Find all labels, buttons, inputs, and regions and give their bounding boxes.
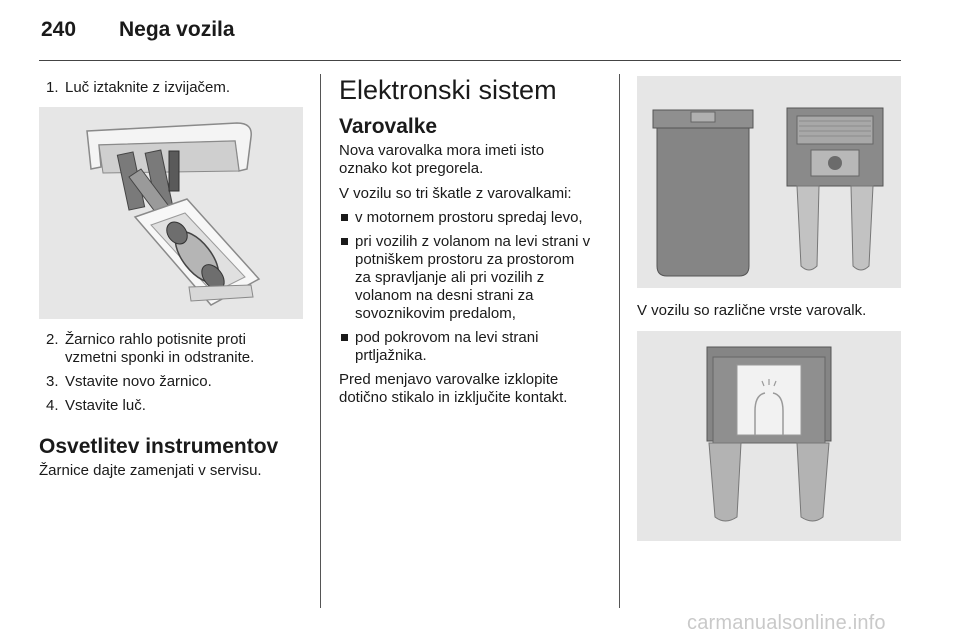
- fuse-paragraph-2: V vozilu so tri škatle z varovalkami:: [339, 185, 572, 202]
- step-4: 4. Vstavite luč.: [46, 397, 146, 414]
- fuse-paragraph-3: Pred menjavo varovalke izklopite dotično stikalo in izključite kontakt.: [339, 371, 568, 406]
- middle-column: [339, 74, 605, 407]
- fuse-paragraph-1: Nova varovalka mora imeti isto oznako kot pregorela.: [339, 142, 545, 177]
- watermark: carmanualsonline.info: [687, 612, 886, 634]
- bullet-icon: [341, 238, 348, 245]
- header-rule: [39, 60, 901, 61]
- page-number: 240: [41, 18, 77, 41]
- right-column: [637, 74, 901, 541]
- step-3-text: Vstavite novo žarnico.: [65, 373, 212, 390]
- instrument-lighting-text: Žarnice dajte zamenjati v servisu.: [39, 462, 262, 479]
- section-heading-electrical: Elektronski sistem: [339, 75, 557, 105]
- bullet-load-compartment: pod pokrovom na levi strani prtljažnika.: [339, 329, 605, 365]
- bullet-icon: [341, 334, 348, 341]
- section-heading-instrument-lighting: Osvetlitev instrumentov: [39, 435, 279, 458]
- step-2-line-1: Žarnico rahlo potisnite proti: [65, 331, 246, 348]
- bullet-icon: [341, 214, 348, 221]
- column-divider: [320, 74, 321, 608]
- step-2-line-2: vzmetni sponki in odstranite.: [65, 349, 255, 366]
- step-1-text: Luč iztaknite z izvijačem.: [65, 79, 231, 96]
- fuse-types-caption: V vozilu so različne vrste varovalk.: [637, 302, 867, 319]
- step-2: 2. Žarnico rahlo potisnite proti vzmetni sponki in odstranite.: [39, 331, 305, 367]
- step-1: 1. Luč iztaknite z izvijačem.: [46, 79, 231, 96]
- step-3: 3. Vstavite novo žarnico.: [46, 373, 212, 390]
- step-4-text: Vstavite luč.: [65, 397, 146, 414]
- left-column: [39, 74, 305, 480]
- lamp-removal-illustration: [39, 107, 303, 319]
- blown-fuse-illustration: [637, 331, 901, 541]
- bullet-passenger-compartment: pri vozilih z volanom na levi strani v potniškem prostoru za prostorom za spravljanje ali pri vozilih z volanom na desni strani za sovoznikovim predalom,: [339, 233, 605, 323]
- chapter-title: Nega vozila: [119, 18, 235, 41]
- column-divider: [619, 74, 620, 608]
- fuse-types-illustration: [637, 76, 901, 288]
- bullet-engine-compartment: v motornem prostoru spredaj levo,: [339, 209, 605, 227]
- subheading-fuses: Varovalke: [339, 115, 438, 138]
